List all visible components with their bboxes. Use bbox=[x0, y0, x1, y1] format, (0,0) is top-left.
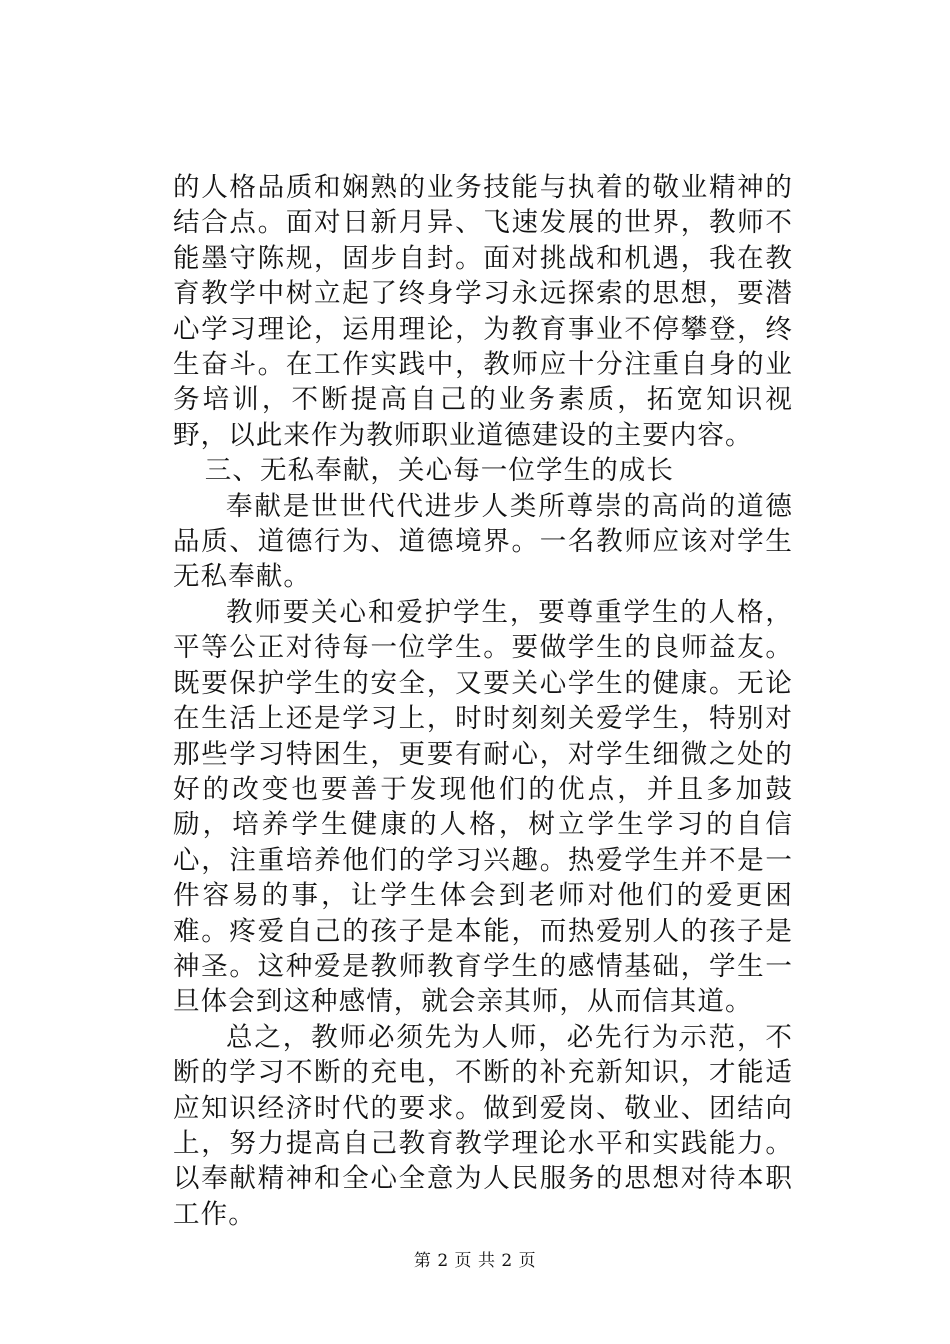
document-body bbox=[173, 170, 793, 1232]
paragraph-conclusion: 总之，教师必须先为人师，必先行为示范，不断的学习不断的充电，不断的补充新知识，才能适应知识经济时代的要求。做到爱岗、敬业、团结向上，努力提高自己教育教学理论水平和实践能力。以奉献精神和全心全意为人民服务的思想对待本职工作。 bbox=[173, 1021, 793, 1230]
paragraph-care-for-students: 教师要关心和爱护学生，要尊重学生的人格，平等公正对待每一位学生。要做学生的良师益友。既要保护学生的安全，又要关心学生的健康。无论在生活上还是学习上，时时刻刻关爱学生，特别对那些学习特困生，更要有耐心，对学生细微之处的好的改变也要善于发现他们的优点，并且多加鼓励，培养学生健康的人格，树立学生学习的自信心，注重培养他们的学习兴趣。热爱学生并不是一件容易的事，让学生体会到老师对他们的爱更困难。疼爱自己的孩子是本能，而热爱别人的孩子是神圣。这种爱是教师教育学生的感情基础，学生一旦体会到这种感情，就会亲其师，从而信其道。 bbox=[173, 596, 793, 1018]
paragraph-continuation: 的人格品质和娴熟的业务技能与执着的敬业精神的结合点。面对日新月异、飞速发展的世界，教师不能墨守陈规，固步自封。面对挑战和机遇，我在教育教学中树立起了终身学习永远探索的思想，要潜心学习理论，运用理论，为教育事业不停攀登，终生奋斗。在工作实践中，教师应十分注重自身的业务培训，不断提高自己的业务素质，拓宽知识视野，以此来作为教师职业道德建设的主要内容。 bbox=[173, 172, 793, 451]
paragraph-dedication: 奉献是世世代代进步人类所尊崇的高尚的道德品质、道德行为、道德境界。一名教师应该对学生无私奉献。 bbox=[173, 490, 793, 593]
section-heading: 三、无私奉献，关心每一位学生的成长 bbox=[204, 455, 674, 487]
page-number-footer: 第 2 页 共 2 页 bbox=[413, 1251, 537, 1271]
